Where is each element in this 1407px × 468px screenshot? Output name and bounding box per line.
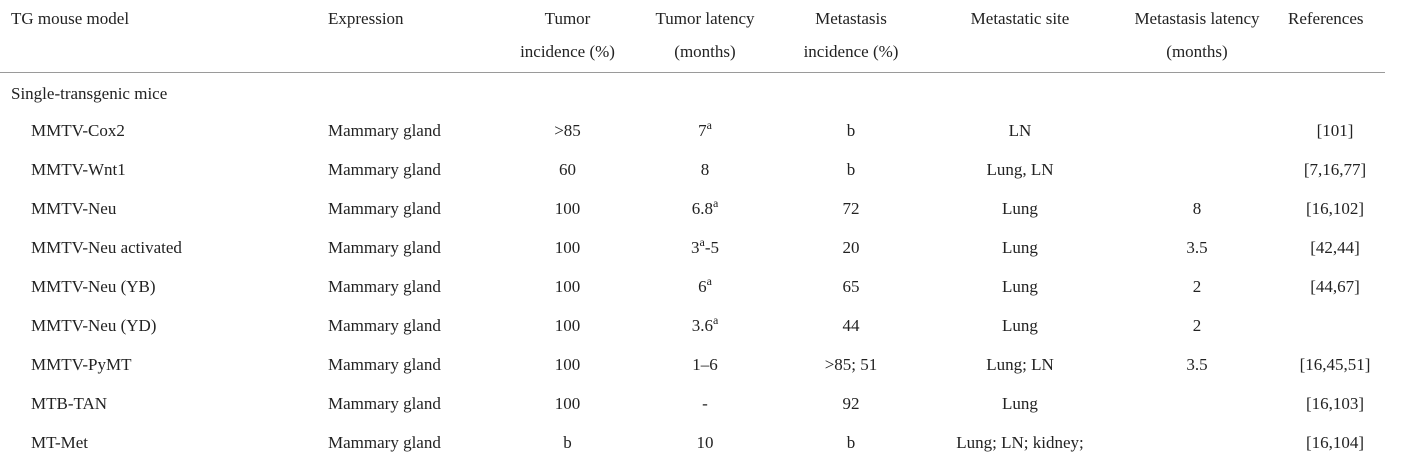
cell-tumor-incidence: 100 <box>554 394 581 413</box>
section-label: Single-transgenic mice <box>11 84 168 103</box>
cell-model: MMTV-Neu (YD) <box>31 316 157 335</box>
cell-metastasis-latency: 2 <box>1192 277 1202 296</box>
tumor-latency-value: 10 <box>696 433 714 452</box>
cell-references: [101] <box>1316 121 1354 140</box>
header-metastatic-site: Metastatic site <box>970 9 1070 28</box>
cell-tumor-incidence: 100 <box>554 238 581 257</box>
cell-metastasis-incidence: 65 <box>842 277 860 296</box>
cell-model: MMTV-Neu <box>31 199 117 218</box>
cell-tumor-incidence: 100 <box>554 316 581 335</box>
table-row <box>0 351 1400 390</box>
cell-metastasis-incidence: 92 <box>842 394 860 413</box>
cell-expression: Mammary gland <box>328 394 441 413</box>
tumor-latency-value: 6.8 <box>691 199 713 218</box>
cell-model: MMTV-PyMT <box>31 355 132 374</box>
table-row <box>0 273 1400 312</box>
cell-metastatic-site: Lung; LN; kidney; <box>956 433 1084 452</box>
table-row <box>0 429 1400 468</box>
header-tumor-latency: Tumor latency (months) <box>655 9 755 61</box>
header-references: References <box>1288 9 1364 28</box>
table-row <box>0 390 1400 429</box>
cell-expression: Mammary gland <box>328 355 441 374</box>
table-row <box>0 195 1400 234</box>
cell-tumor-latency <box>635 117 775 145</box>
cell-metastasis-latency: 2 <box>1192 316 1202 335</box>
cell-metastatic-site: Lung, LN <box>986 160 1054 179</box>
cell-metastasis-incidence: 44 <box>842 316 860 335</box>
cell-tumor-latency <box>635 156 775 184</box>
cell-expression: Mammary gland <box>328 316 441 335</box>
cell-tumor-latency <box>635 273 775 301</box>
footnote-marker: a <box>712 313 719 327</box>
cell-references: [16,103] <box>1305 394 1365 413</box>
cell-expression: Mammary gland <box>328 238 441 257</box>
cell-expression: Mammary gland <box>328 433 441 452</box>
cell-tumor-incidence: 60 <box>559 160 576 179</box>
cell-model: MTB-TAN <box>31 394 108 413</box>
cell-expression: Mammary gland <box>328 277 441 296</box>
cell-tumor-incidence: 100 <box>554 355 581 374</box>
cell-metastasis-latency: 8 <box>1192 199 1202 218</box>
tumor-latency-value: 6 <box>698 277 707 296</box>
cell-metastasis-incidence: b <box>846 160 856 179</box>
cell-tumor-latency <box>635 234 775 262</box>
tumor-latency-value: - <box>702 394 708 413</box>
cell-metastasis-incidence: >85; 51 <box>824 355 878 374</box>
cell-metastasis-incidence: b <box>846 121 856 140</box>
cell-metastatic-site: Lung <box>1002 394 1038 413</box>
header-model: TG mouse model <box>11 9 130 28</box>
cell-metastasis-incidence: 20 <box>842 238 860 257</box>
tumor-latency-value: 7 <box>698 121 707 140</box>
cell-metastasis-incidence: b <box>846 433 856 452</box>
cell-metastatic-site: Lung <box>1002 199 1038 218</box>
cell-tumor-latency <box>635 195 775 223</box>
header-tumor-incidence: Tumor incidence (%) <box>520 9 615 61</box>
footnote-marker: a <box>712 196 719 210</box>
tumor-latency-value: 3.6 <box>691 316 713 335</box>
table-row <box>0 312 1400 351</box>
cell-expression: Mammary gland <box>328 199 441 218</box>
cell-references: [44,67] <box>1310 277 1360 296</box>
cell-model: MMTV-Cox2 <box>31 121 125 140</box>
cell-metastatic-site: Lung <box>1002 316 1038 335</box>
cell-metastasis-latency: 3.5 <box>1186 238 1208 257</box>
cell-metastatic-site: Lung <box>1002 277 1038 296</box>
cell-model: MMTV-Neu activated <box>31 238 182 257</box>
header-metastasis-latency: Metastasis latency (months) <box>1134 9 1260 61</box>
footnote-marker: a <box>706 118 712 132</box>
cell-metastasis-latency: 3.5 <box>1186 355 1208 374</box>
cell-tumor-latency <box>635 429 775 457</box>
footnote-marker: a <box>706 274 712 288</box>
cell-references: [16,45,51] <box>1299 355 1371 374</box>
cell-references: [16,102] <box>1305 199 1365 218</box>
cell-references: [7,16,77] <box>1303 160 1367 179</box>
header-expression: Expression <box>328 9 404 28</box>
tumor-latency-value: 1–6 <box>692 355 718 374</box>
cell-metastatic-site: Lung; LN <box>986 355 1054 374</box>
cell-model: MT-Met <box>31 433 88 452</box>
cell-expression: Mammary gland <box>328 121 441 140</box>
cell-references: [42,44] <box>1310 238 1360 257</box>
cell-model: MMTV-Wnt1 <box>31 160 126 179</box>
cell-expression: Mammary gland <box>328 160 441 179</box>
cell-metastasis-incidence: 72 <box>842 199 860 218</box>
cell-metastatic-site: LN <box>1008 121 1032 140</box>
cell-tumor-latency <box>635 351 775 379</box>
cell-metastatic-site: Lung <box>1002 238 1038 257</box>
table-row <box>0 117 1400 156</box>
cell-tumor-latency <box>635 390 775 418</box>
tumor-latency-value: 8 <box>700 160 710 179</box>
cell-tumor-latency <box>635 312 775 340</box>
table-row <box>0 156 1400 195</box>
cell-model: MMTV-Neu (YB) <box>31 277 156 296</box>
cell-tumor-incidence: b <box>563 433 572 452</box>
tumor-latency-value: 3 <box>691 238 700 257</box>
header-metastasis-incidence: Metastasis incidence (%) <box>803 9 899 61</box>
cell-references: [16,104] <box>1305 433 1365 452</box>
cell-tumor-incidence: 100 <box>554 199 581 218</box>
table-row <box>0 234 1400 273</box>
cell-tumor-incidence: 100 <box>554 277 581 296</box>
cell-tumor-incidence: >85 <box>554 121 581 140</box>
tumor-latency-suffix: -5 <box>704 238 719 257</box>
footnote-marker: a <box>699 235 705 249</box>
header-rule <box>0 72 1385 73</box>
